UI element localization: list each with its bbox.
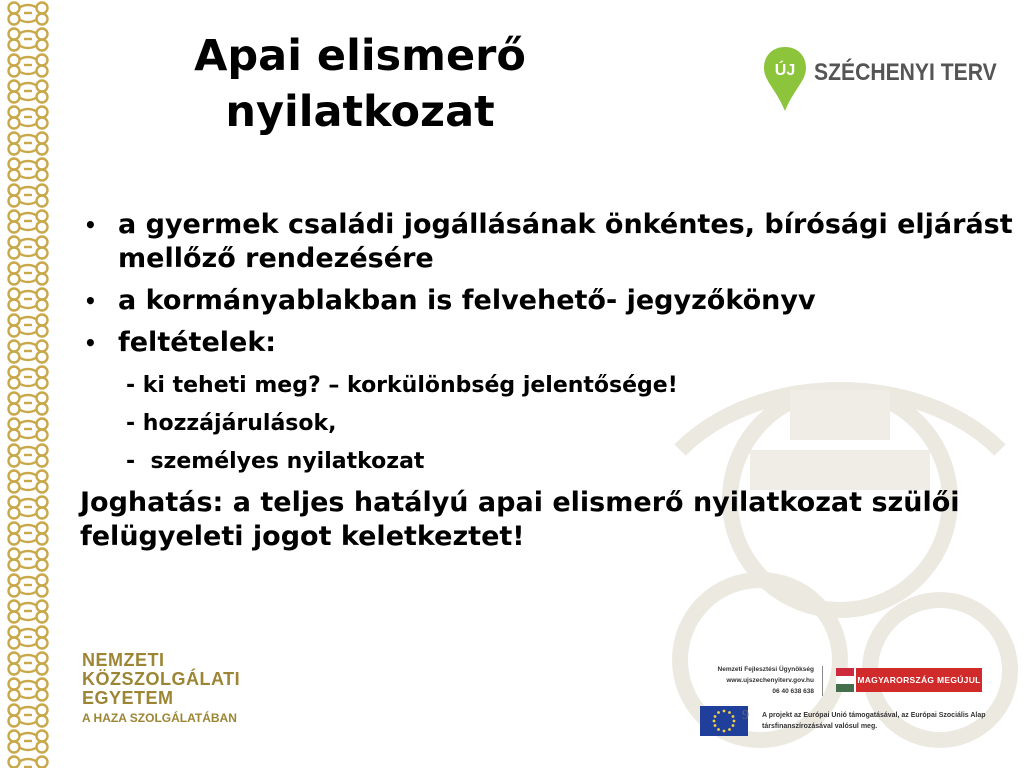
page-number: 9 (742, 708, 749, 723)
bullet-item (80, 208, 1024, 276)
hungarian-flag-icon (836, 668, 854, 692)
nfu-line: Nemzeti Fejlesztési Ügynökség (717, 666, 814, 673)
divider (822, 666, 823, 696)
eu-flag-icon (700, 706, 748, 736)
nke-line: NEMZETI (82, 650, 165, 670)
sub-item: - személyes nyilatkozat (126, 449, 425, 474)
bullet-text: feltételek: (118, 327, 277, 358)
nke-tagline: A HAZA SZOLGÁLATÁBAN (82, 711, 237, 725)
bullet-text: a gyermek családi jogállásának önkéntes, bírósági eljárást mellőző rendezésére (118, 209, 1013, 274)
nfu-info (696, 664, 814, 697)
map-pin-icon (762, 45, 808, 113)
eu-funding-text: A projekt az Európai Unió támogatásával, az Európai Szociális Alap társfinanszírozásával valósul meg. (762, 712, 986, 730)
nke-logo (82, 651, 240, 726)
ornamental-border (0, 0, 56, 768)
funding-logos (696, 660, 996, 755)
bullet-dot-icon: • (84, 331, 97, 355)
page-title: Apai elismerő nyilatkozat (194, 31, 526, 137)
slide-content (80, 208, 1024, 554)
sub-item: - ki teheti meg? – korkülönbség jelentősége! (126, 373, 678, 398)
bullet-dot-icon: • (84, 213, 97, 237)
pin-text: ÚJ (774, 62, 796, 79)
magyarorszag-megujul-badge: MAGYARORSZÁG MEGÚJUL (856, 668, 982, 692)
nfu-line: 06 40 638 638 (772, 688, 814, 695)
bullet-item (80, 284, 1024, 318)
nfu-line: www.ujszechenyiterv.gov.hu (726, 677, 814, 684)
szechenyi-text: SZÉCHENYI TERV (814, 59, 997, 86)
bullet-dot-icon: • (84, 289, 97, 313)
conclusion-text: Joghatás: a teljes hatályú apai elismerő nyilatkozat szülői felügyeleti jogot keletkeztet! (80, 487, 960, 552)
bullet-item (80, 326, 1024, 360)
szechenyi-terv-logo (762, 45, 1002, 115)
sub-item: - hozzájárulások, (126, 411, 337, 436)
bullet-text: a kormányablakban is felvehető- jegyzőkönyv (118, 285, 816, 316)
nke-line: EGYETEM (82, 688, 174, 708)
nke-line: KÖZSZOLGÁLATI (82, 669, 241, 689)
